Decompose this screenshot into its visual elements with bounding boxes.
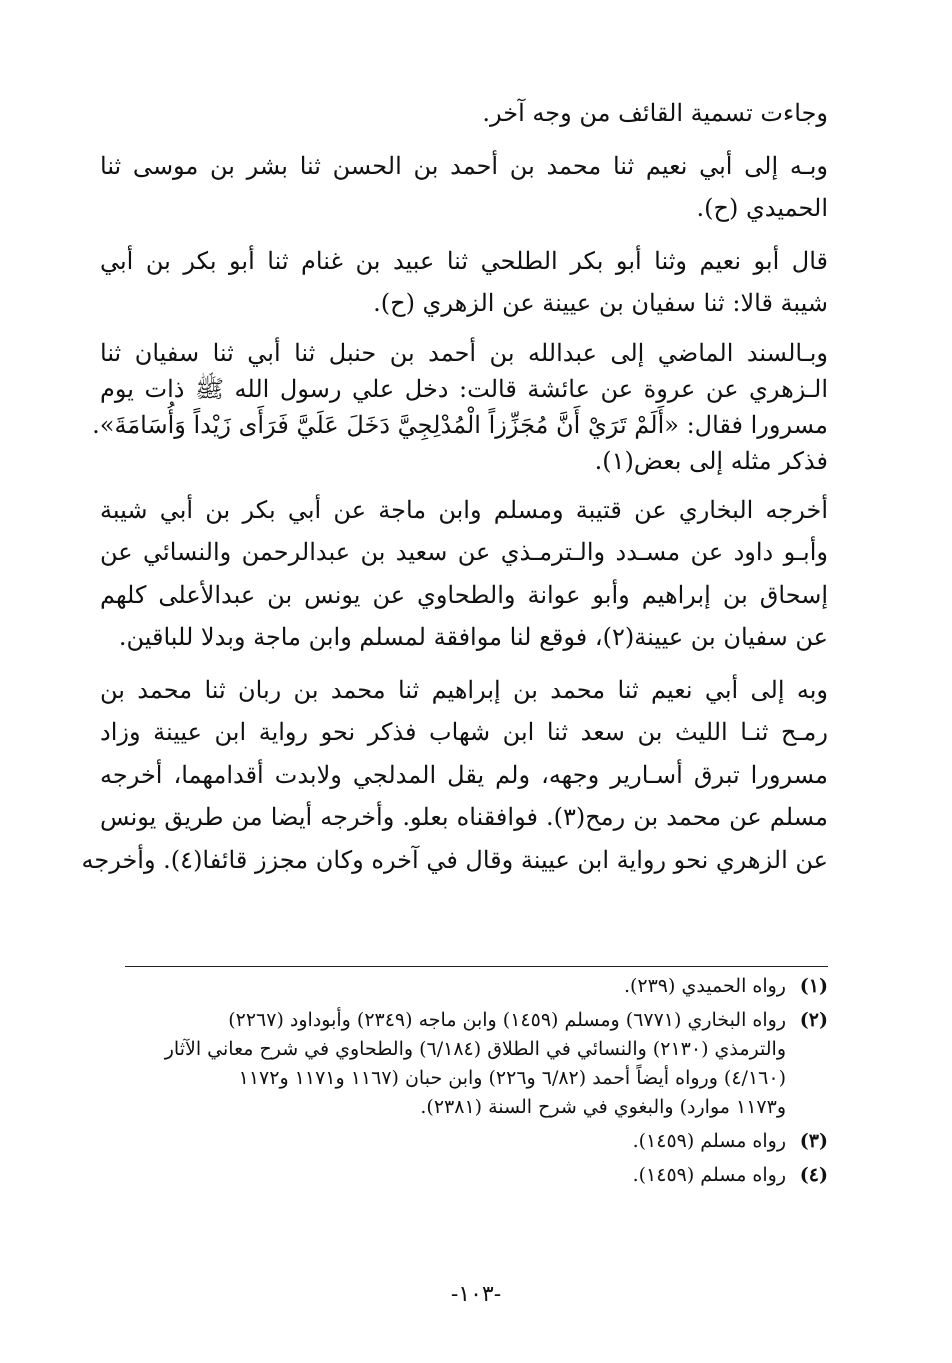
footnote-4 — [125, 1161, 828, 1190]
paragraph-2 — [100, 145, 828, 230]
footnote-number: (٣) — [799, 1130, 828, 1152]
paragraph-6 — [81, 669, 828, 882]
footnote-divider — [125, 966, 828, 967]
paragraph-5 — [100, 489, 828, 659]
footnote-number: (٤) — [799, 1164, 828, 1186]
text-line: وأبـو داود عن مسـدد والـترمـذي عن سعيد بن عبدالرحمن والنسائي عن — [100, 538, 828, 566]
text-line: مسلم عن محمد بن رمح(٣). فوافقناه بعلو. وأخرجه أيضا من طريق يونس — [100, 803, 828, 831]
footnote-text: (٤/١٦٠) ورواه أيضاً أحمد (٦/٨٢ و٢٢٦) وابن حبان (١١٦٧ و١١٧١ و١١٧٢ — [238, 1067, 786, 1089]
text-line: الحميدي (ح). — [696, 194, 828, 222]
text-line: وجاءت تسمية القائف من وجه آخر. — [482, 99, 828, 127]
footnote-text: والترمذي (٢١٣٠) والنسائي في الطلاق (٦/١٨٤) والطحاوي في شرح معاني الآثار — [164, 1038, 786, 1060]
footnote-text: رواه مسلم (١٤٥٩). — [632, 1130, 786, 1152]
footnotes — [125, 972, 828, 1195]
text-line: وبه إلى أبي نعيم ثنا محمد بن إبراهيم ثنا محمد بن ربان ثنا محمد بن — [100, 675, 828, 704]
footnote-text: رواه الحميدي (٢٣٩). — [623, 975, 786, 997]
paragraph-3 — [100, 240, 828, 325]
text-line: وبـالسند الماضي إلى عبدالله بن أحمد بن حنبل ثنا أبي ثنا سفيان ثنا — [100, 338, 828, 367]
text-line: فذكر مثله إلى بعض(١). — [594, 446, 828, 475]
footnote-text: رواه البخاري (٦٧٧١) ومسلم (١٤٥٩) وابن ماجه (٢٣٤٩) وأبوداود (٢٢٦٧) — [228, 1009, 786, 1031]
page-number: -١٠٣- — [450, 1282, 502, 1307]
text-line: قال أبو نعيم وثنا أبو بكر الطلحي ثنا عبيد بن غنام ثنا أبو بكر بن أبي — [100, 246, 828, 275]
paragraph-1 — [100, 92, 828, 135]
text-line: إسحاق بن إبراهيم وأبو عوانة والطحاوي عن يونس بن عبدالأعلى كلهم — [100, 580, 828, 609]
main-text — [81, 92, 828, 891]
footnote-3 — [125, 1127, 828, 1156]
footnote-number: (١) — [799, 975, 828, 997]
footnote-text: و١١٧٣ موارد) والبغوي في شرح السنة (٢٣٨١). — [420, 1096, 786, 1118]
text-line: وبـه إلى أبي نعيم ثنا محمد بن أحمد بن الحسن ثنا بشر بن موسى ثنا — [100, 151, 828, 180]
text-line: رمـح ثنـا الليث بن سعد ثنا ابن شهاب فذكر نحو رواية ابن عيينة وزاد — [100, 718, 828, 746]
text-line: شيبة قالا: ثنا سفيان بن عيينة عن الزهري (ح). — [373, 289, 828, 317]
paragraph-4 — [92, 335, 828, 479]
text-line: الـزهري عن عروة عن عائشة قالت: دخل علي رسول الله ﷺ ذات يوم — [100, 374, 828, 403]
footnote-text: رواه مسلم (١٤٥٩). — [632, 1164, 786, 1186]
text-line: مسرورا تبرق أسـارير وجهه، ولم يقل المدلجي ولابدت أقدامهما، أخرجه — [100, 760, 828, 789]
footnote-2 — [125, 1006, 828, 1122]
text-line: عن الزهري نحو رواية ابن عيينة وقال في آخره وكان مجزز قائفا(٤). وأخرجه — [81, 845, 828, 874]
text-line: أخرجه البخاري عن قتيبة ومسلم وابن ماجة عن أبي بكر بن أبي شيبة — [100, 495, 828, 524]
text-line: مسرورا فقال: «أَلَمْ تَرَيْ أَنَّ مُجَزِّزاً الْمُدْلِجِيَّ دَخَلَ عَلَيَّ فَرَأَى زَيْداً وَأُسَامَةَ». — [92, 410, 828, 439]
footnote-1 — [125, 972, 828, 1001]
text-line: عن سفيان بن عيينة(٢)، فوقع لنا موافقة لمسلم وابن ماجة وبدلا للباقين. — [118, 623, 828, 651]
footnote-number: (٢) — [799, 1009, 828, 1031]
